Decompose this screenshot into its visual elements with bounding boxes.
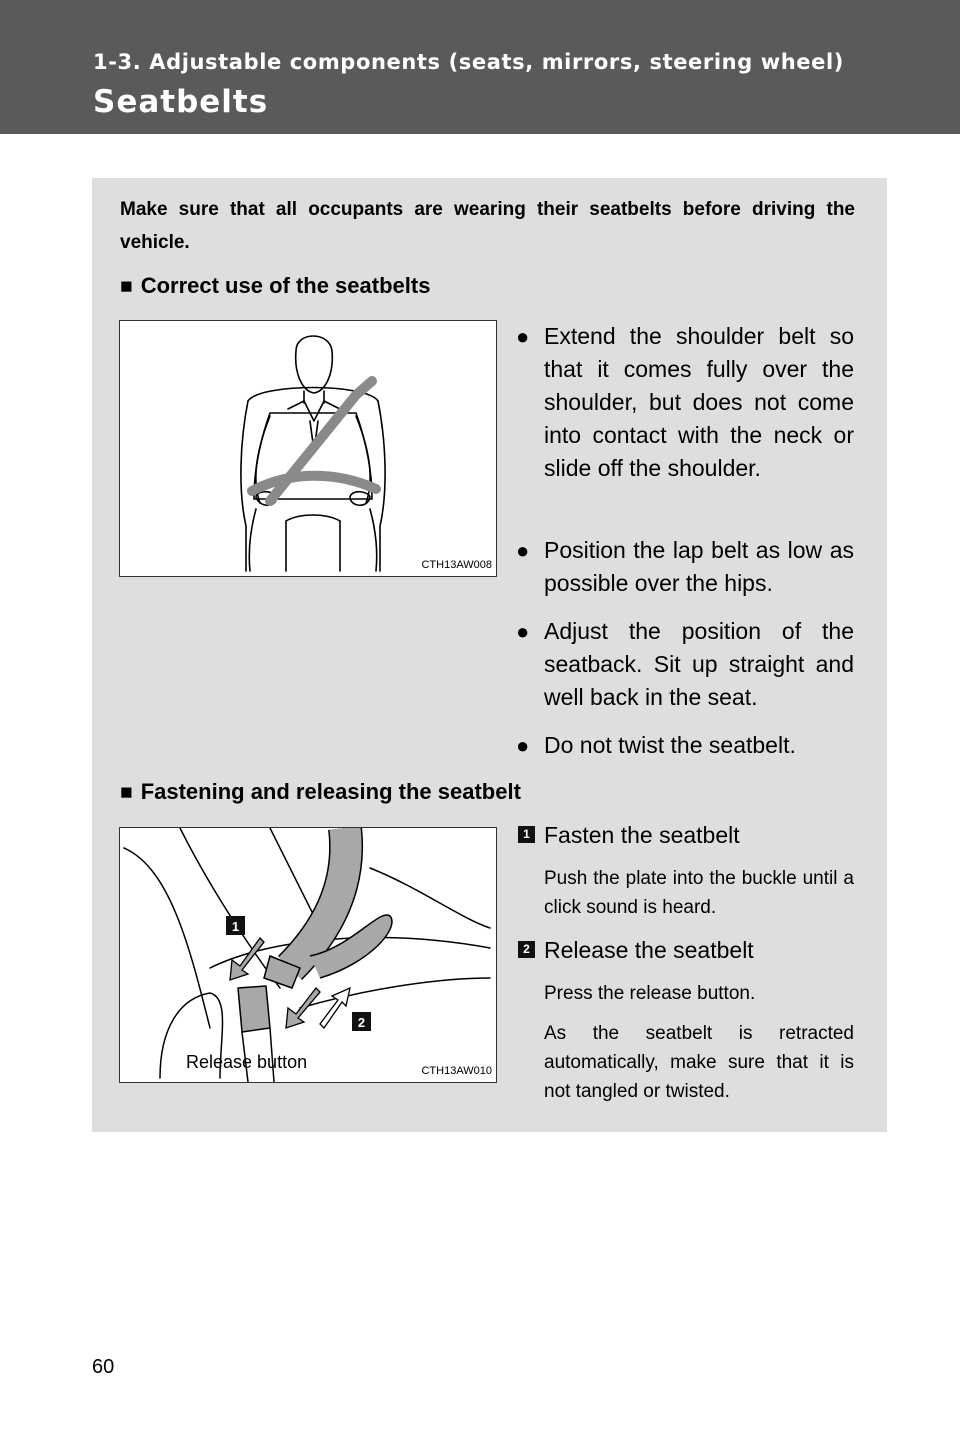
- section-title: 1-3. Adjustable components (seats, mirrors, steering wheel): [93, 50, 844, 74]
- bullet-text: Do not twist the seatbelt.: [544, 732, 796, 758]
- correct-use-heading: [120, 273, 430, 299]
- step-number-badge: 1: [518, 826, 535, 843]
- figure-code: CTH13AW010: [421, 1065, 492, 1077]
- step-note: Push the plate into the buckle until a click sound is heard.: [544, 868, 854, 918]
- correct-use-bullet-4: [516, 729, 854, 762]
- correct-use-heading-text: Correct use of the seatbelts: [140, 273, 431, 298]
- release-press-arrow-icon: [286, 988, 320, 1028]
- lap-belt: [252, 476, 376, 491]
- correct-use-bullet-3: [516, 615, 854, 714]
- chapter-header-bar: [0, 0, 960, 134]
- buckle-figure: [119, 827, 497, 1083]
- fastening-heading-text: Fastening and releasing the seatbelt: [140, 779, 521, 804]
- callout-1-label: 1: [231, 919, 240, 934]
- correct-use-bullet-1: [516, 320, 854, 485]
- seated-occupant-illustration: [120, 321, 496, 576]
- retract-arrow-icon: [320, 988, 350, 1028]
- intro-paragraph: Make sure that all occupants are wearing their seatbelts before driving the vehicle.: [120, 199, 855, 253]
- page-title: Seatbelts: [93, 84, 269, 120]
- buckle-illustration: [120, 828, 496, 1082]
- fastening-heading: [120, 779, 521, 805]
- step-number-badge: 2: [518, 941, 535, 958]
- seated-occupant-figure: [119, 320, 497, 577]
- page-number: 60: [92, 1356, 115, 1378]
- step-title: Fasten the seatbelt: [544, 822, 740, 848]
- step-title: Release the seatbelt: [544, 937, 754, 963]
- bullet-text: Extend the shoulder belt so that it comes fully over the shoulder, but does not come into contact with the neck or slide off the shoulder.: [544, 323, 854, 481]
- round-bullet-icon: ●: [516, 324, 530, 349]
- step-fasten: [518, 820, 854, 850]
- correct-use-bullet-2: [516, 534, 854, 600]
- square-bullet-icon: ■: [120, 781, 133, 804]
- step-note: Press the release button.: [544, 983, 756, 1004]
- round-bullet-icon: ●: [516, 538, 530, 563]
- bullet-text: Position the lap belt as low as possible over the hips.: [544, 537, 854, 596]
- release-button-label: Release button: [186, 1052, 308, 1072]
- step-note: As the seatbelt is retracted automatically, make sure that it is not tangled or twisted.: [544, 1023, 854, 1102]
- round-bullet-icon: ●: [516, 733, 530, 758]
- callout-2-label: 2: [357, 1015, 366, 1030]
- round-bullet-icon: ●: [516, 619, 530, 644]
- bullet-text: Adjust the position of the seatback. Sit up straight and well back in the seat.: [544, 618, 854, 710]
- figure-code: CTH13AW008: [421, 559, 492, 571]
- step-release: [518, 935, 854, 965]
- square-bullet-icon: ■: [120, 275, 133, 298]
